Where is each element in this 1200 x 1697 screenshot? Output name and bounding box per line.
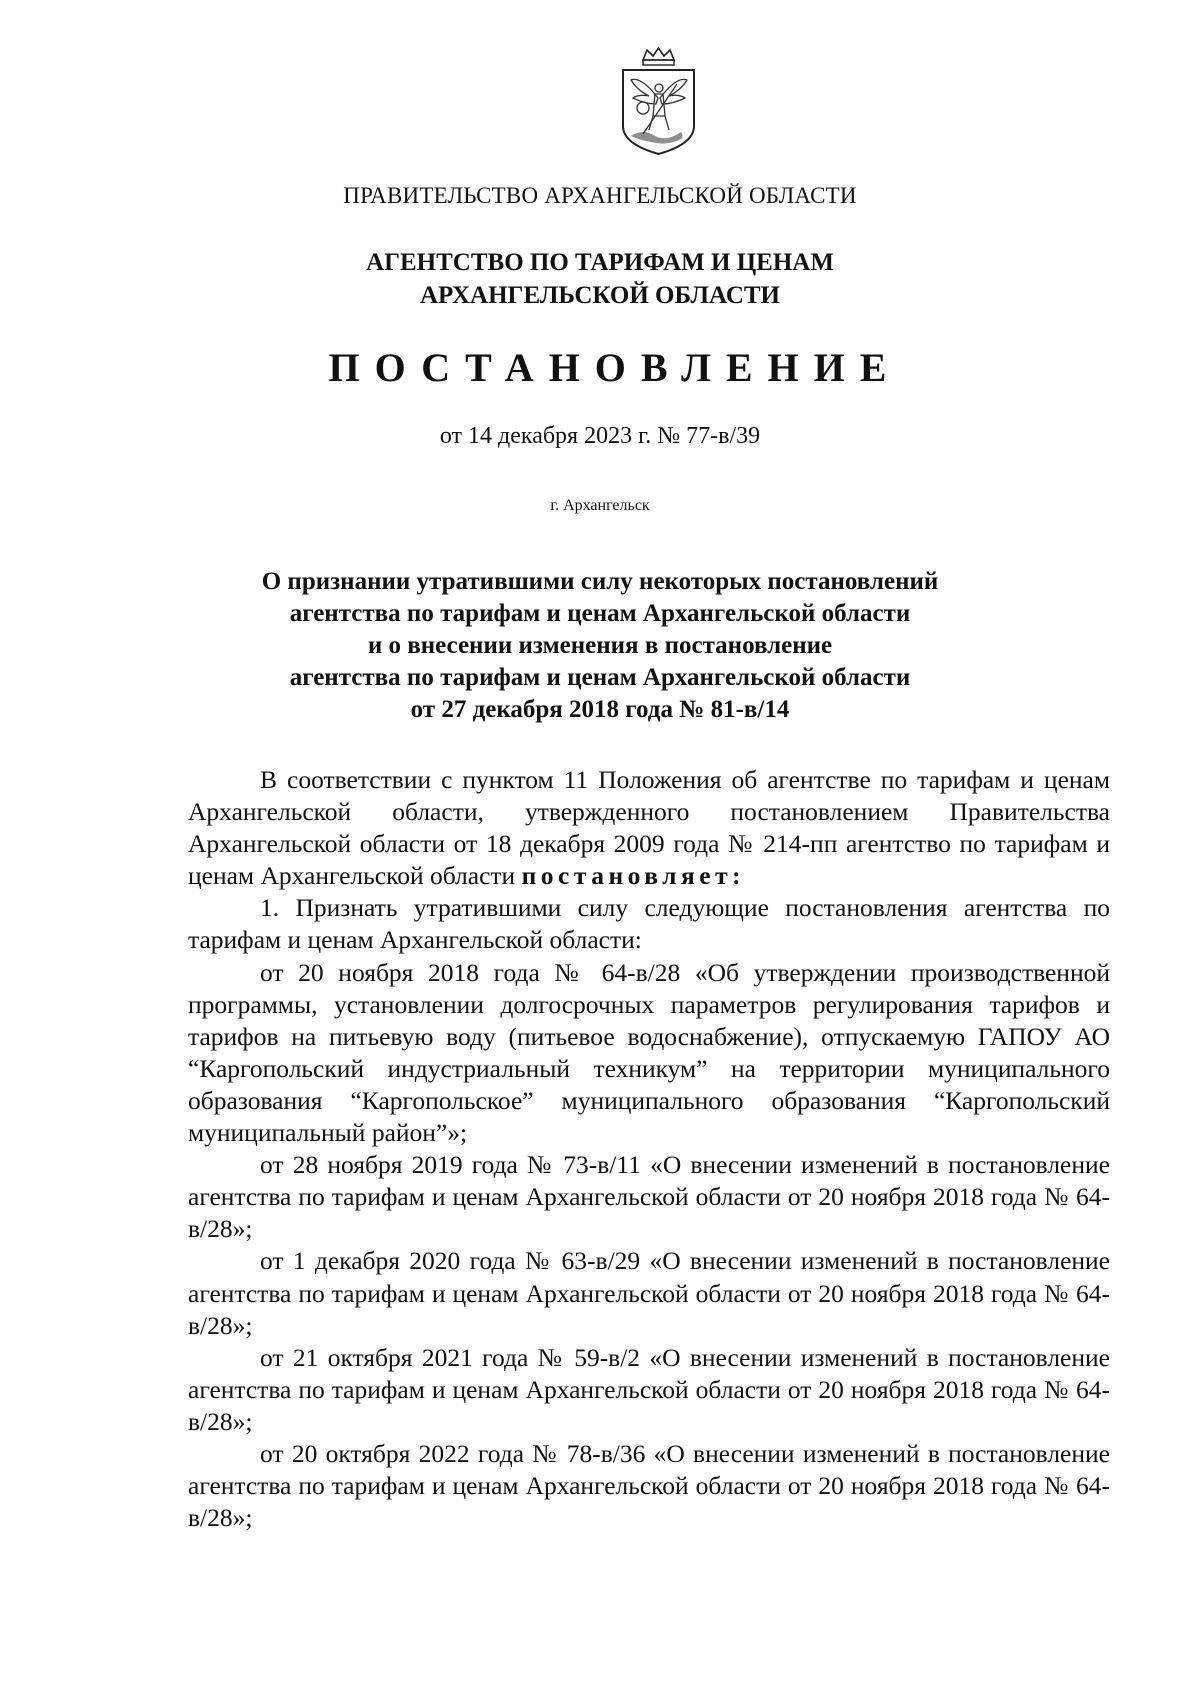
document-city: г. Архангельск [550, 497, 650, 514]
repealed-act-paragraph: от 28 ноября 2019 года № 73-в/11 «О внесении изменений в постановление агентства по тарифам и ценам Архангельской области от 20 ноября 2018 года № 64-в/28»; [188, 1150, 1110, 1244]
subject-line: О признании утратившими силу некоторых постановлений [261, 568, 939, 595]
preamble-text: В соответствии с пунктом 11 Положения об агентстве по тарифам и ценам Архангельской области, утвержденного постановлением Правительства Архангельской области от 18 декабря 2009 года № 214-пп агентство по тарифам и ценам Архангельской области [188, 765, 1110, 891]
subject-line: от 27 декабря 2018 года № 81-в/14 [410, 696, 790, 723]
subject-line: агентства по тарифам и ценам Архангельской области [289, 600, 911, 627]
government-heading: ПРАВИТЕЛЬСТВО АРХАНГЕЛЬСКОЙ ОБЛАСТИ [343, 183, 857, 208]
preamble-paragraph [188, 764, 1110, 892]
coat-of-arms-icon [619, 46, 698, 158]
document-body [188, 764, 1110, 1534]
document-type-title: ПОСТАНОВЛЕНИЕ [328, 345, 902, 390]
agency-heading [0, 246, 1200, 312]
repealed-act-paragraph: от 20 ноября 2018 года № 64-в/28 «Об утверждении производственной программы, установлении долгосрочных параметров регулирования тарифов и тарифов на питьевую воду (питьевое водоснабжение), отпускаемую ГАПОУ АО “Каргопольский индустриальный техникум” на территории муниципального образования “Каргопольское” муниципального образования “Каргопольский муниципальный район”»; [188, 957, 1110, 1148]
document-subject [0, 566, 1200, 726]
document-date-number: от 14 декабря 2023 г. № 77-в/39 [439, 423, 761, 449]
agency-heading-line: АРХАНГЕЛЬСКОЙ ОБЛАСТИ [420, 282, 780, 309]
subject-line: и о внесении изменения в постановление [367, 632, 833, 659]
item-1-paragraph: 1. Признать утратившими силу следующие постановления агентства по тарифам и ценам Архангельской области: [188, 893, 1110, 955]
repealed-act-paragraph: от 21 октября 2021 года № 59-в/2 «О внесении изменений в постановление агентства по тарифам и ценам Архангельской области от 20 ноября 2018 года № 64-в/28»; [188, 1342, 1110, 1436]
resolves-keyword: постановляет: [521, 861, 746, 891]
repealed-act-paragraph: от 20 октября 2022 года № 78-в/36 «О внесении изменений в постановление агентства по тарифам и ценам Архангельской области от 20 ноября 2018 года № 64-в/28»; [188, 1438, 1110, 1533]
repealed-act-paragraph: от 1 декабря 2020 года № 63-в/29 «О внесении изменений в постановление агентства по тарифам и ценам Архангельской области от 20 ноября 2018 года № 64-в/28»; [188, 1246, 1110, 1340]
subject-line: агентства по тарифам и ценам Архангельской области [289, 664, 911, 691]
agency-heading-line: АГЕНТСТВО ПО ТАРИФАМ И ЦЕНАМ [366, 249, 834, 276]
